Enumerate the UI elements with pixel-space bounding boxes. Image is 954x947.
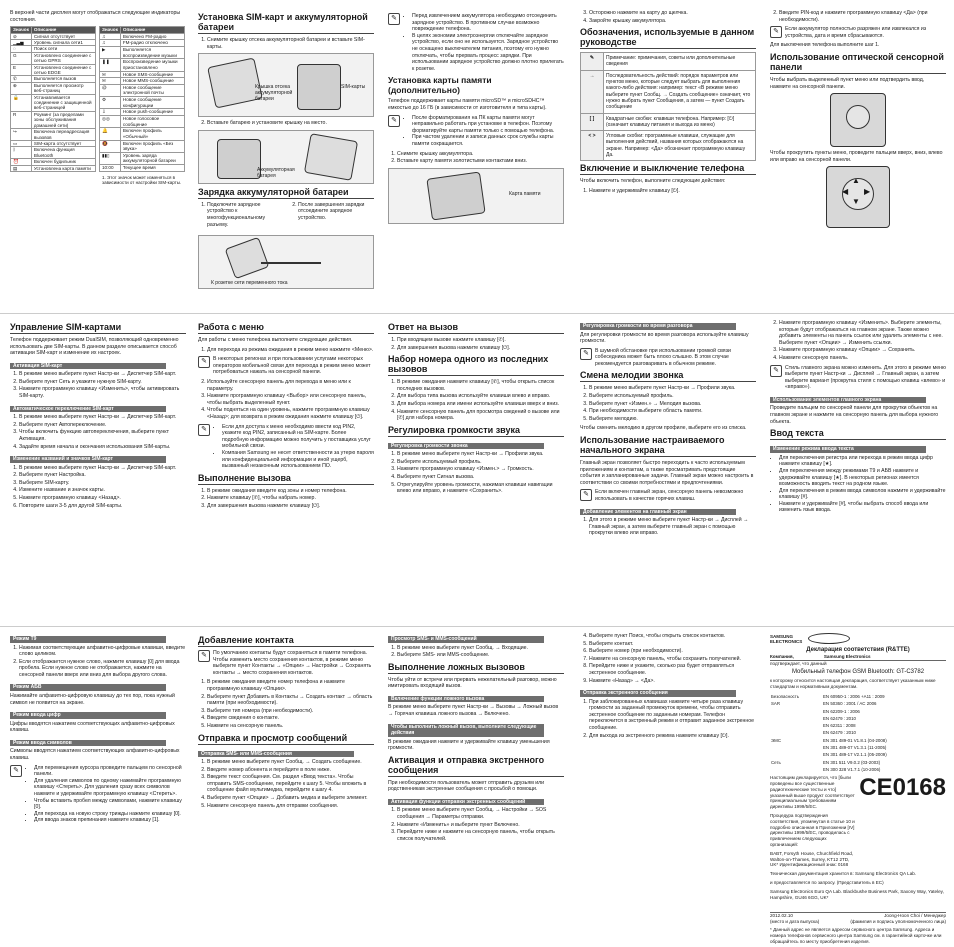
menu-title: Работа с меню bbox=[198, 322, 374, 334]
text-input-title: Ввод текста bbox=[770, 428, 946, 440]
arrow-up-icon: ▲ bbox=[852, 176, 860, 186]
note-icon: ✎ bbox=[770, 365, 782, 377]
memory-card-intro: Телефон поддерживает карты памяти microSD™ и microSDHC™ емкостью до 16 ГБ (в зависимости от изготовителя и типа карты). bbox=[388, 98, 547, 111]
card-section bbox=[388, 10, 564, 227]
card-notes: ✎ • После форматирования на ПК карты памяти могут неправильно работать при установке в телефон. Поэтому форматируйте карты памяти только с помощью телефона. • При частом удалении и записи данных срок службы карты памяти сокращается. bbox=[388, 115, 564, 148]
mms-icon: ✉ bbox=[100, 78, 121, 85]
home-items-bar: Использование элементов главного экрана bbox=[770, 397, 926, 404]
samsung-ellipse-logo bbox=[808, 633, 850, 644]
music-play-icon: ▶ bbox=[100, 47, 121, 59]
note-icon: ✎ bbox=[10, 765, 22, 777]
divider bbox=[0, 626, 954, 627]
redial-title: Набор номера одного из последних вызовов bbox=[388, 354, 564, 376]
note-icon: ✎ bbox=[580, 348, 592, 360]
bluetooth-icon: ᛒ bbox=[11, 147, 32, 159]
memory-card-title: Установка карты памяти (дополнительно) bbox=[388, 75, 492, 95]
status-intro: В верхней части дисплея могут отображаться следующие индикаторы состояния. bbox=[10, 10, 181, 23]
phone-charging-drawing bbox=[225, 237, 270, 279]
phone-cover-drawing bbox=[304, 133, 358, 181]
status-icon-tables bbox=[10, 26, 186, 172]
label-sim: SIM-карты bbox=[341, 84, 366, 91]
note-icon: ✎ bbox=[198, 356, 210, 368]
view-sms-bar: Просмотр SMS- и MMS-сообщений bbox=[388, 636, 544, 643]
phone-card-drawing bbox=[426, 171, 485, 220]
sim-management-title: Управление SIM-картами bbox=[10, 322, 186, 334]
input-modes-section: Режим T9 1. Нажимая соответствующие алфавитно-цифровые клавиши, введите слово целиком. 2. Если отображается нужное слово, нажмите клавишу [0] для ввода пробела. Если нужное слово не отображается, нажмите на сенсорной панели вверх или вниз для выбора другого слова. Режим АБВ Нажимайте алфавитно-цифровую клавишу до тех пор, пока нужный символ не появится на экране. Режим ввода цифр Цифры вводятся нажатием соответствующих алфавитно-цифровых клавиш. Режим ввода символов Символы вводятся нажатием соответствующих алфавитно-цифровых клавиш. ✎ • Для перемещения курсора проведите пальцем по сенсорной панели. • Для удаления символов по одному нажимайте программную клавишу <Стереть>. Для удаления сразу всех символов нажмите и удерживайте программную клавишу <Стереть>. • Чтобы вставить пробел между символами, нажмите клавишу [0]. • Для перехода на новую строку трижды нажмите клавишу [0]. • Для ввода знаков препинания нажмите клавишу [1]. bbox=[10, 633, 186, 827]
calls-section: Ответ на вызов 1. При входящем вызове нажмите клавишу [✆]. 2. Для завершения вызова нажмите клавишу [⏻]. Набор номера одного из последних вызовов 1. В режиме ожидания нажмите клавишу [✆], чтобы открыть список последних вызовов. 2. Для выбора типа вызова используйте клавиши влево и вправо. 3. Для выбора номера или имени используйте клавиши вверх и вниз. 4. Нажмите сенсорную панель для просмотра сведений о вызове или [✆] для набора номера. Регулировка громкости звука Регулировка громкости звонка 1. В режиме меню выберите пункт Настр-ки → Профили звука. 2. Выберите используемый профиль. 3. Нажмите программную клавишу <Измен.> → Громкость. 4. Выберите пункт Сигнал вызова. 5. Отрегулируйте уровень громкости, нажимая клавиши навигации влево или вправо, и нажмите <Сохранить>. bbox=[388, 320, 564, 498]
sim-management-section: Управление SIM-картами Телефон поддерживает режим DualSIM, позволяющий одновременно использовать две SIM-карты. В данном разделе описывается способ активации SIM-карт и изменение их настроек. Активация SIM-карт 1. В режиме меню выберите пункт Настр-ки → Диспетчер SIM-карт. 2. Выберите пункт Сеть и укажите нужную SIM-карту. 3. Нажмите программную клавишу <Изменить>, чтобы активировать SIM-карту. Автоматическое переключение SIM-карт 1. В режиме меню выберите пункт Настр-ки → Диспетчер SIM-карт. 2. Выберите пункт Автопереключение. 3. Чтобы включить функцию автопереключения, выберите пункт Активация. 4. Задайте время начала и окончания использования SIM-карты. Изменение названий и значков SIM-карт 1. В режиме меню выберите пункт Настр-ки → Диспетчер SIM-карт. 2. Выберите пункт Настройка. 3. Выберите SIM-карту. 4. Измените название и значок карты. 5. Нажмите программную клавишу <Назад>. 6. Повторите шаги 3-5 для другой SIM-карты. bbox=[10, 320, 186, 512]
config-msg-icon: ⚙ bbox=[100, 97, 121, 109]
signal-strength-icon: ▁▃▅ bbox=[11, 40, 32, 46]
add-contact-title: Добавление контакта bbox=[198, 635, 374, 647]
menu-section: Работа с меню Для работы с меню телефона выполните следующие действия. 1. Для перехода из режима ожидания в режим меню нажмите <Меню>. ✎ В некоторых регионах и при пользовании услугами некоторых операторов мобильной связи для перехода в режим меню может потребоваться нажать на сенсорной панели. 2. Используйте сенсорную панель для перехода в меню или к параметру. 3. Нажмите программную клавишу <Выбор> или сенсорную панель, чтобы выбрать выделенный пункт. 4. Чтобы подняться на один уровень, нажмите программную клавишу <Назад>; для возврата в режим ожидания нажмите клавишу [⏻]. ✎ • Если для доступа к меню необходимо ввести код PIN2, укажите код PIN2, записанный на SIM-карте. Более подробную информацию можно получить у поставщика услуг мобильной связи. • Компания Samsung не несет ответственности за утерю пароля или конфиденциальной информации и иной ущерб, вызванный незаконным использованием ПО. Выполнение вызова 1. В режиме ожидания введите код зоны и номер телефона. 2. Нажмите клавишу [✆], чтобы набрать номер. 3. Для завершения вызова нажмите клавишу [⏻]. bbox=[198, 320, 374, 512]
arrow-icon: → bbox=[581, 70, 604, 113]
answer-call-title: Ответ на вызов bbox=[388, 322, 564, 334]
fake-call-section: Просмотр SMS- и MMS-сообщений 1. В режиме меню выберите пункт Сообщ. → Входящие. 2. Выберите SMS- или MMS-сообщение. Выполнение ложных вызовов Чтобы уйти от встречи или прервать нежелательный разговор, можно имитировать входящий вызов. Включение функции ложного вызова В режиме меню выберите пункт Настр-ки → Вызовы → Ложный вызов → Горячая клавиша ложного вызова → Включено. Чтобы выполнить ложный вызов, выполните следующие действия В режиме ожидания нажмите и удерживайте клавишу уменьшения громкости. Активация и отправка экстренного сообщения При необходимости пользователь может отправить друзьям или родственникам экстренные сообщения с просьбой о помощи. Активация функции отправки экстренных сообщений 1. В режиме меню выберите пункт Сообщ. → Настройки → SOS сообщения → Параметры отправки. 2. Нажмите «Изменить» и выберите пункт Включено. 3. Перейдите ниже и нажмите на сенсорную панель, чтобы открыть список получателей. bbox=[388, 633, 564, 845]
input-mode-bar: Изменение режима ввода текста bbox=[770, 446, 926, 453]
charger-figure bbox=[198, 235, 374, 289]
status-icons-section bbox=[10, 10, 186, 189]
battery-icon: ▮▮▯ bbox=[100, 152, 121, 164]
text-input-section: 2. Нажмите программную клавишу <Изменить>. Выберите элементы, которые будут отображаться на главном экране. Также можно добавить элементы на панель ссылок или удалить элементы с нее. Выберите пункт <Опции> → Изменить ссылки. 3. Нажмите программную клавишу <Опции> → Сохранить. 4. Нажмите сенсорную панель. ✎ Стиль главного экрана можно изменить. Для этого в режиме меню выберите пункт Настр-ки → Дисплей → Главный экран, а затем выберите вариант (прокрутка стиля с помощью клавиш «влево» и «вправо»). Использование элементов главного экрана Проведите пальцем по сенсорной панели для прокрутки объектов на главном экране и нажмите на сенсорную панель для выбора нужного объекта. Ввод текста Изменение режима ввода текста • Для переключения регистра или перехода в режим ввода цифр нажмите клавишу [★]. • Для переключения между режимами T9 и АБВ нажмите и удерживайте клавишу [★]. В некоторых регионах имеется возможность вводить текст на родном языке. • Для переключения в режим ввода символов нажмите и удерживайте клавишу [#]. • Нажмите и удерживайте [#], чтобы выбрать способ ввода или изменить язык ввода. bbox=[770, 320, 946, 516]
fake-call-do-bar: Чтобы выполнить ложный вызов, выполните следующие действия bbox=[388, 724, 544, 737]
normal-profile-icon: 🔔 bbox=[100, 128, 121, 140]
arrow-right-icon: ▶ bbox=[864, 187, 871, 197]
home-screen-title: Использование настраиваемого начального экрана bbox=[580, 435, 756, 457]
messages-title: Отправка и просмотр сообщений bbox=[198, 733, 374, 745]
phone-battery-drawing bbox=[217, 139, 261, 179]
note-icon: ✎ bbox=[388, 115, 400, 127]
ojs-section: 2. Введите PIN-код и нажмите программную клавишу <Да> (при необходимости). ✎ Если аккумулятор полностью разряжен или извлекался из устройства, дата и время сбрасываются. Для выключения телефона выполните шаг 1. Использование оптической сенсорной панели Чтобы выбрать выделенный пункт меню или подтвердить ввод, нажмите на сенсорной панели. Чтобы прокрутить пункты меню, проведите пальцем вверх, вниз, влево или вправо на сенсорной панели. ▲ ▼ ◀ ▶ bbox=[770, 10, 946, 231]
call-volume-bar: Регулировка громкости во время разговора bbox=[580, 323, 736, 330]
call-icon: ✆ bbox=[11, 76, 32, 82]
label-memory-card: Карта памяти bbox=[509, 190, 541, 197]
ce-mark: CE0168 bbox=[859, 774, 946, 802]
sos-title: Активация и отправка экстренного сообщения bbox=[388, 755, 564, 777]
sms-icon: ✉ bbox=[100, 71, 121, 78]
ojs-press-figure bbox=[770, 93, 946, 147]
number-mode-bar: Режим ввода цифр bbox=[10, 712, 166, 719]
web-icon: ⊕ bbox=[11, 82, 32, 94]
divider bbox=[0, 313, 954, 314]
standards-table: Безопасность EN 60950-1 : 2006 +A11 : 2009 SAR EN 50360 : 2001 / AC 2006 EN 62209-1 : 2006 EN 62479 : 2010 EN 62311 : 2008 EN 62479 : 2010 ЭМС EN 301 489-01 V1.8.1 (04-2008) EN 301 489-07 V1.3.1 (11-2005) EN 301 489-17 V2.1.1 (05-2009) Сеть EN 301 511 V9.0.2 (03-2003) EN 300 328 V1.7.1 (10-2006) bbox=[771, 693, 887, 772]
clock-value: 10:00 bbox=[100, 165, 121, 172]
volume-title: Регулировка громкости звука bbox=[388, 425, 564, 437]
ring-volume-bar: Регулировка громкости звонка bbox=[388, 443, 544, 450]
sim-rename-bar: Изменение названий и значков SIM-карт bbox=[10, 456, 166, 463]
col-icon: Значок bbox=[11, 27, 32, 33]
power-title: Включение и выключение телефона bbox=[580, 163, 756, 175]
make-call-title: Выполнение вызова bbox=[198, 473, 374, 485]
fake-call-title: Выполнение ложных вызовов bbox=[388, 662, 564, 674]
add-items-bar: Добавление элементов на главный экран bbox=[580, 509, 736, 516]
sos-send-section: 4. Выберите пункт Поиск, чтобы открыть список контактов. 5. Выберите контакт. 6. Выберите номер (при необходимости). 7. Нажмите на сенсорную панель, чтобы сохранить получателей. 8. Перейдите ниже и укажите, сколько раз будет отправляться экстренное сообщение. 9. Нажмите «Назад» → <Да>. Отправка экстренного сообщения 1. При заблокированных клавишах нажмите четыре раза клавишу громкости за заданный промежуток времени, чтобы отправить экстренное сообщение по заданным номерам. Телефон переключится в экстренный режим и отправит заданное экстренное сообщение. 2. Для выхода из экстренного режима нажмите клавишу [⏻]. bbox=[580, 633, 756, 742]
angle-brackets-symbol: < > bbox=[581, 131, 604, 161]
label-socket: К розетке сети переменного тока bbox=[211, 280, 288, 287]
conventions-title: Обозначения, используемые в данном руководстве bbox=[580, 27, 755, 48]
signature-line: 2012.02.10 Joong-Hoon Choi / Менеджер bbox=[770, 913, 946, 919]
fm-radio-icon: ♫ bbox=[100, 33, 121, 40]
charge-steps: 1. Подключите зарядное устройство к многофункциональному разъему. 2. После завершения зарядки отсоедините зарядное устройство. bbox=[198, 202, 374, 232]
charger-cable bbox=[261, 262, 321, 264]
voicemail-icon: ◎◎ bbox=[100, 116, 121, 128]
gprs-icon: G bbox=[11, 52, 32, 64]
sim-activation-bar: Активация SIM-карт bbox=[10, 363, 166, 370]
note-icon: ✎ bbox=[580, 489, 592, 501]
phone-open-drawing bbox=[297, 64, 341, 110]
product-name: Мобильный телефон GSM Bluetooth: GT-C3782 bbox=[791, 668, 925, 675]
no-signal-icon: ⊘ bbox=[11, 33, 32, 39]
music-pause-icon: ❚❚ bbox=[100, 59, 121, 71]
label-cover: Крышка отсека аккумуляторной батареи bbox=[255, 84, 293, 103]
secure-web-icon: 🔒 bbox=[11, 94, 32, 111]
ringtone-title: Смена мелодии звонка bbox=[580, 370, 756, 382]
note-icon: ✎ bbox=[198, 650, 210, 662]
status-footnote: 1. Этот значок может изменяться в зависимости от настройки SIM-карты. bbox=[102, 174, 182, 186]
arrow-left-icon: ◀ bbox=[842, 187, 849, 197]
symbol-mode-bar: Режим ввода символов bbox=[10, 740, 166, 747]
memory-card-figure bbox=[388, 168, 564, 224]
call-divert-icon: ↪ bbox=[11, 129, 32, 141]
silent-profile-icon: 🔕 bbox=[100, 140, 121, 152]
sim-auto-switch-bar: Автоматическое переключение SIM-карт bbox=[10, 406, 166, 413]
arrow-down-icon: ▼ bbox=[852, 197, 860, 207]
col-desc: Описание bbox=[31, 27, 95, 33]
memory-card-icon: ▤ bbox=[11, 165, 32, 171]
ringtone-section: Регулировка громкости во время разговора Для регулировки громкости во время разговора используйте клавишу громкости. ✎ В шумной обстановке при использовании громкой связи собеседника может быть плохо слышно. В этом случае рекомендуется разговаривать в обычном режиме. Смена мелодии звонка 1. В режиме меню выберите пункт Настр-ки → Профили звука. 2. Выберите используемый профиль. 3. Выберите пункт «Измен.» → Мелодия вызова. 4. При необходимости выберите область памяти. 5. Выберите мелодию. Чтобы сменить мелодию в другом профиле, выберите его из списка. Использование настраиваемого начального экрана Главный экран позволяет быстро переходить к часто используемым приложениям и контактам, а также просматривать предстоящие события и запланированные задачи. Главный экран можно настроить в соответствии со своими потребностями и предпочтениями. ✎ Если включен главный экран, сенсорную панель невозможно использовать в качестве горячих клавиш. Добавление элементов на главный экран 1. Для этого в режиме меню выберите пункт Настр-ки → Дисплей → Главный экран, а затем выберите главный экран с помощью прокрутки влево или вправо. bbox=[580, 320, 756, 540]
samsung-logo: SAMSUNG ELECTRONICS bbox=[770, 633, 803, 644]
ojs-title: Использование оптической сенсорной панели bbox=[770, 52, 946, 74]
card-steps: 1. Снимите крышку аккумулятора. 2. Вставьте карту памяти золотистыми контактами вниз. bbox=[388, 151, 564, 165]
send-sms-bar: Отправка SMS- или MMS-сообщения bbox=[198, 751, 354, 758]
sos-send-bar: Отправка экстренного сообщения bbox=[580, 690, 736, 697]
fm-radio-off-icon: ♫ bbox=[100, 40, 121, 47]
battery-notes: ✎ • Перед извлечением аккумулятора необходимо отсоединить зарядное устройство. В противном случае возможно повреждение телефона. • В целях экономии электроэнергии отключайте зарядное устройство, если оно не используется. Зарядное устройство не оснащено выключателем питания, поэтому его нужно отключать, чтобы прервать процесс зарядки. При использовании зарядное устройство должно плотно прилегать к розетке. bbox=[388, 13, 564, 72]
declaration-title: Декларация соответствия (R&TTE) bbox=[806, 647, 910, 653]
push-msg-icon: ⇩ bbox=[100, 109, 121, 116]
note-icon: ✎ bbox=[770, 26, 782, 38]
alarm-icon: ⏰ bbox=[11, 159, 32, 165]
contacts-section: Добавление контакта ✎ По умолчанию контакты будут сохраняться в памяти телефона. Чтобы изменить место сохранения контактов, в режиме меню выберите пункт Контакты → «Опции» → Настройки → Сохранять контакты → место сохранения контактов. 1. В режиме ожидания введите номер телефона и нажмите программную клавишу <Опции>. 2. Выберите пункт Добавить в Контакты → Создать контакт → область памяти (при необходимости). 3. Выберите тип номера (при необходимости). 4. Введите сведения о контакте. 5. Нажмите на сенсорную панель. Отправка и просмотр сообщений Отправка SMS- или MMS-сообщения 1. В режиме меню выберите пункт Сообщ. → Создать сообщение. 2. Введите номер абонента и перейдите в поле ниже. 3. Введите текст сообщения. См. раздел «Ввод текста». Чтобы отправить SMS-сообщение, перейдите к шагу 5. Чтобы вложить в сообщение файл мультимедиа, перейдите к шагу 4. 4. Выберите пункт <Опции> → Добавить медиа и выберите элемент. 5. Нажмите сенсорную панель для отправки сообщения. bbox=[198, 633, 374, 812]
install-title: Установка SIM-карт и аккумуляторной батареи bbox=[198, 12, 374, 34]
t9-bar: Режим T9 bbox=[10, 636, 166, 643]
fake-call-enable-bar: Включение функции ложного вызова bbox=[388, 696, 544, 703]
note-icon: ✎ bbox=[388, 13, 400, 25]
no-sim-icon: ▭ bbox=[11, 140, 32, 146]
battery-install-figure bbox=[198, 130, 374, 184]
charge-title: Зарядка аккумуляторной батареи bbox=[198, 187, 374, 199]
note-icon: ✎ bbox=[581, 53, 604, 71]
sim-install-figure bbox=[198, 53, 374, 117]
email-icon: @ bbox=[100, 84, 121, 96]
touchpad-icon bbox=[846, 105, 870, 129]
note-icon: ✎ bbox=[198, 424, 210, 436]
conventions-table: ✎ Примечание: примечания, советы или дополнительные сведения → Последовательность действий: порядок параметров или пунктов меню, которые следует выбрать для выполнения какого-либо действия: например: текст «В режиме меню выберите пункт Сообщ. → Создать сообщение» означает, что нужно выбрать пункт Сообщения, а затем — пункт Создать сообщение [ ] Квадратные скобки: клавиши телефона. Например: [⏻] (означает клавишу питания и выхода из меню) < > Угловые скобки: программные клавиши, служащие для выполнения действий, названия которых отображаются на экране. Например: <Да> обозначает программную клавишу Да. bbox=[580, 52, 756, 161]
install-section: Установка SIM-карт и аккумуляторной батареи 1. Снимите крышку отсека аккумуляторной батареи и вставьте SIM-карты. Крышка отсека аккумуляторной батареи SIM-карты 2. Вставьте батарею и установите крышку на место. Аккумуляторная батарея Зарядка аккумуляторной батареи 1. Подключите зарядное устройство к многофункциональному разъему. 2. После завершения зарядки отсоедините зарядное устройство. К розетке сети переменного тока bbox=[198, 10, 374, 292]
label-battery: Аккумуляторная батарея bbox=[257, 166, 295, 179]
abc-bar: Режим АБВ bbox=[10, 684, 166, 691]
edge-icon: E bbox=[11, 64, 32, 76]
ojs-scroll-figure bbox=[770, 166, 946, 228]
declaration-section: SAMSUNG ELECTRONICS Декларация соответствия (R&TTE) Компания, Samsung Electronics подтверждает, что данный Мобильный телефон GSM Bluetooth: GT-C3782 к которому относится настоящая декларация, соответствует указанным ниже стандартам и нормативным документам. Безопасность EN 60950-1 : 2006 +A11 : 2009 SAR EN 50360 : 2001 / AC 2006 EN 62209-1 : 2006 EN 62479 : 2010 EN 62311 : 2008 EN 62479 : 2010 ЭМС EN 301 489-01 V1.8.1 (04-2008) EN 301 489-07 V1.3.1 (11-2005) EN 301 489-17 V2.1.1 (05-2009) Сеть EN 301 511 V9.0.2 (03-2003) EN 300 328 V1.7.1 (10-2006) Настоящим декларируется, что [были проведены все существенные радиотехнические тесты и что] указанный выше продукт соответствует принципиальным требованиям директивы 1999/5/EC. Процедура подтверждения соответствия, упомянутая в статье 10 и подробно описанная в Приложении [IV] директивы 1999/5/EC, проводилась с привлечением следующих организаций: BABT, Forsyth House, Churchfield Road, Walton-on-Thames, Surrey, KT12 2TD, UK* Идентификационный знак: 0168 CE0168 Техническая документация хранится в: Samsung Electronics QA Lab. и предоставляется по запросу. (Представитель в ЕС) Samsung Electronics Euro QA Lab. Blackbushe Business Park, Saxony Way, Yateley, Hampshire, GU46 6GG, UK* 2012.02.10 Joong-Hoon Choi / Менеджер (место и дата выпуска) (фамилия и подпись уполномоченного лица) * Данный адрес не является адресом сервисного центра Samsung. Адреса и номера телефонов сервисного центра Samsung см. в гарантийной карточке или обращайтесь по месту приобретения изделия. bbox=[770, 633, 946, 944]
square-brackets-symbol: [ ] bbox=[581, 113, 604, 131]
install-steps: 1. Снимите крышку отсека аккумуляторной батареи и вставьте SIM-карты. bbox=[198, 37, 374, 50]
status-icon-table-left: Значок Описание ⊘ Сигнал отсутствует ▁▃▅ Уровень сигнала сети1 ◌ Поиск сети G Установлено соединение с сетью GPRS E Установлено соединение с сетью EDGE ✆ Выполняется вызов ⊕ Выполняется просмотр веб-страниц 🔒 Устанавливается соединение с защищенной веб-страницей R Роуминг (за пределами зоны обслуживания домашней сети) ↪ Включена переадресация вызовов ▭ SIM-карта отсутствует ᛒ Включена функция Bluetooth ⏰ Включен будильник ▤ Установлена карта памяти bbox=[10, 26, 96, 172]
roaming-icon: R bbox=[11, 111, 32, 128]
network-search-icon: ◌ bbox=[11, 46, 32, 52]
conventions-section: 3. Осторожно нажмите на карту до щелчка. 4. Закройте крышку аккумулятора. Обозначения, используемые в данном руководстве ✎ Примечание: примечания, советы или дополнительные сведения → Последовательность действий: порядок параметров или пунктов меню, которые следует выбрать для выполнения какого-либо действия: например: текст «В режиме меню выберите пункт Сообщ. → Создать сообщение» означает, что нужно выбрать пункт Сообщения, а затем — пункт Создать сообщение [ ] Квадратные скобки: клавиши телефона. Например: [⏻] (означает клавишу питания и выхода из меню) < > Угловые скобки: программные клавиши, служащие для выполнения действий, названия которых отображаются на экране. Например: <Да> обозначает программную клавишу Да. Включение и выключение телефона Чтобы включить телефон, выполните следующие действия: 1. Нажмите и удерживайте клавишу [⏻]. bbox=[580, 10, 756, 198]
sos-activate-bar: Активация функции отправки экстренных сообщений bbox=[388, 799, 544, 806]
status-icon-table-right: Значок Описание ♫ Включено FM-радио ♫ FM-радио отключено ▶ Выполняется воспроизведение музыки ❚❚ Воспроизведение музыки приостановлено ✉ Новое SMS-сообщение ✉ Новое MMS-сообщение @ Новое сообщение электронной почты ⚙ Новое сообщение конфигурации ⇩ Новое push-сообщение ◎◎ Новое голосовое сообщение 🔔 Включен профиль «Обычный» 🔕 Включен профиль «Без звука» ▮▮▯ Уровень заряда аккумуляторной батареи 10:00 Текущее время bbox=[99, 26, 185, 172]
